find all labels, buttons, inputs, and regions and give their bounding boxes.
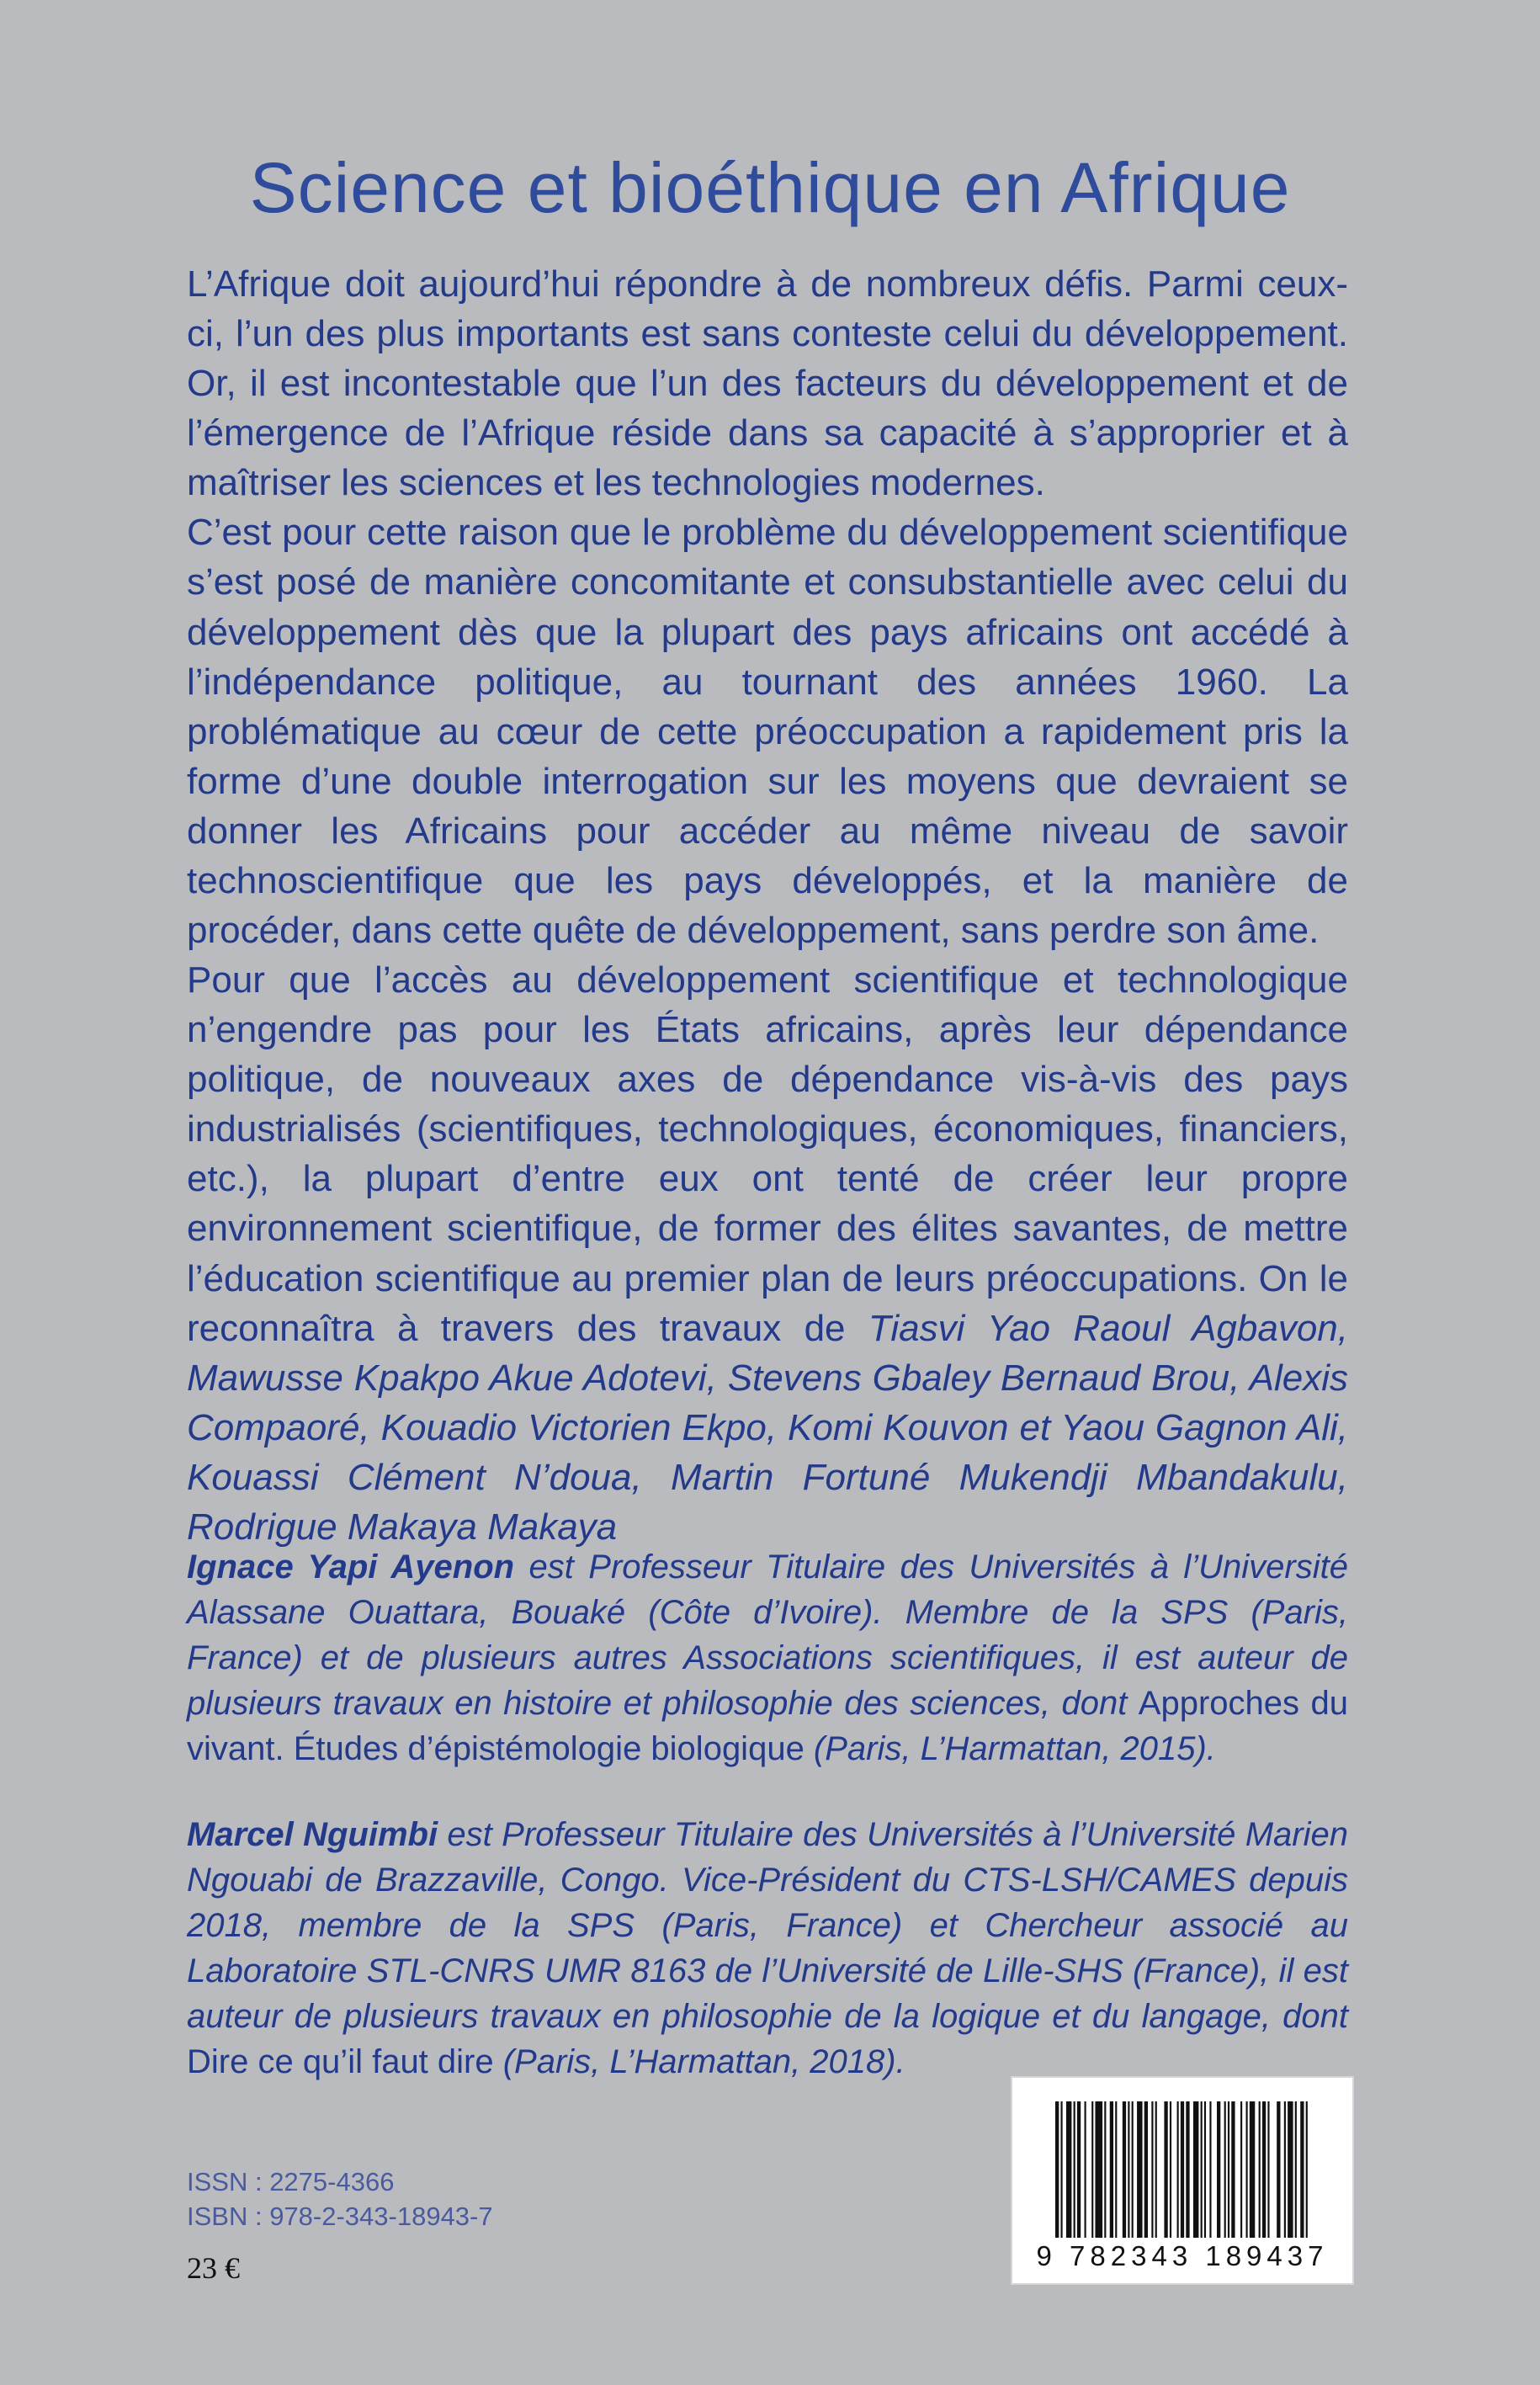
barcode-bar (1155, 2101, 1157, 2238)
barcode-bar (1259, 2101, 1261, 2238)
barcode-bar (1300, 2101, 1304, 2238)
barcode-bar (1181, 2101, 1184, 2238)
barcode-bar (1095, 2101, 1102, 2238)
contributors-list: Tiasvi Yao Raoul Agbavon, Mawusse Kpakpo Akue Adotevi, Stevens Gbaley Bernaud Brou, Alexis Compaoré, Kouadio Victorien Ekpo, Komi Kouvon et Yaou Gagnon Ali, Kouassi Clément N’doua, Martin Fortuné Mukendji Mbandakulu, Rodrigue Makaya Makaya (187, 1307, 1348, 1548)
summary-paragraph-2: C’est pour cette raison que le problème du développement scientifique s’est posé de manière concomitante et consubstantielle avec celui du développement dès que la plupart des pays africains ont accédé à l’indépendance politique, au tournant des années 1960. La problématique au cœur de cette préoccupation a rapidement pris la forme d’une double interrogation sur les moyens que devraient se donner les Africains pour accéder au même niveau de savoir technoscientifique que les pays développés, et la manière de procéder, dans cette quête de développement, sans perdre son âme. (187, 512, 1348, 952)
barcode-bar (1115, 2101, 1117, 2238)
author-name-nguimbi: Marcel Nguimbi (187, 1816, 438, 1853)
barcode-icon (1055, 2101, 1309, 2238)
barcode-bar (1288, 2101, 1293, 2238)
barcode-bar (1123, 2101, 1126, 2238)
barcode-bar (1110, 2101, 1113, 2238)
author-bio-nguimbi (187, 1812, 1348, 2085)
barcode-bar (1240, 2101, 1242, 2238)
barcode-bar (1137, 2101, 1142, 2238)
barcode-panel (1011, 2076, 1354, 2285)
bio-nguimbi-publication: (Paris, L’Harmattan, 2018). (493, 2043, 905, 2080)
barcode-bar (1204, 2101, 1206, 2238)
bio-nguimbi-book-title: Dire ce qu’il faut dire (187, 2043, 494, 2080)
barcode-bar (1177, 2101, 1179, 2238)
barcode-bar (1262, 2101, 1266, 2238)
book-title: Science et bioéthique en Afrique (249, 148, 1291, 227)
bio-ayenon-publication: (Paris, L’Harmattan, 2015). (804, 1730, 1216, 1767)
barcode-bar (1066, 2101, 1071, 2238)
barcode-bar (1074, 2101, 1075, 2238)
barcode-bar (1217, 2101, 1220, 2238)
barcode-bar (1151, 2101, 1153, 2238)
barcode-bar (1250, 2101, 1255, 2238)
bio-ayenon-book-title: Approches du vivant. Études d’épistémologie biologique (187, 1685, 1348, 1767)
barcode-bar (1267, 2101, 1269, 2238)
barcode-bar (1201, 2101, 1203, 2238)
barcode-bar (1132, 2101, 1134, 2238)
barcode-bar (1170, 2101, 1171, 2238)
barcode-bar (1209, 2101, 1211, 2238)
author-name-ayenon: Ignace Yapi Ayenon (187, 1548, 515, 1586)
bio-ayenon-text: est Professeur Titulaire des Universités à l’Université Alassane Ouattara, Bouaké (Côte d’Ivoire). Membre de la SPS (Paris, France) et de plusieurs autres Associations scientifiques, il est auteur de plusieurs travaux en histoire et philosophie des sciences, dont (187, 1548, 1348, 1722)
barcode-bar (1231, 2101, 1235, 2238)
publication-identifiers (187, 2165, 493, 2234)
barcode-bar (1164, 2101, 1167, 2238)
barcode-bar (1186, 2101, 1189, 2238)
barcode-bar (1060, 2101, 1062, 2238)
summary-paragraph-1: L’Afrique doit aujourd’hui répondre à de nombreux défis. Parmi ceux-ci, l’un des plus importants est sans conteste celui du développement. Or, il est incontestable que l’un des facteurs du développement et de l’émergence de l’Afrique réside dans sa capacité à s’approprier et à maîtriser les sciences et les technologies modernes. (187, 263, 1348, 504)
price-label: 23 € (187, 2251, 240, 2285)
author-bio-ayenon (187, 1544, 1348, 1771)
barcode-bar (1277, 2101, 1280, 2238)
barcode-number: 9 782343 189437 (1036, 2240, 1329, 2271)
barcode-bar (1246, 2101, 1248, 2238)
barcode-bar (1306, 2101, 1308, 2238)
issn-label: ISSN : 2275-4366 (187, 2167, 395, 2196)
barcode-bar (1091, 2101, 1093, 2238)
barcode-bar (1295, 2101, 1297, 2238)
barcode-bar (1055, 2101, 1059, 2238)
bio-nguimbi-text: est Professeur Titulaire des Universités à l’Université Marien Ngouabi de Brazzaville, Congo. Vice-Président du CTS-LSH/CAMES depuis 2018, membre de la SPS (Paris, France) et Chercheur associé au Laboratoire STL-CNRS UMR 8163 de l’Université de Lille-SHS (France), il est auteur de plusieurs travaux en philosophie de la logique et du langage, dont (187, 1816, 1348, 2035)
barcode-bar (1193, 2101, 1198, 2238)
barcode-bar (1284, 2101, 1286, 2238)
back-cover-summary (187, 259, 1348, 1552)
barcode-bar (1104, 2101, 1106, 2238)
barcode-bar (1085, 2101, 1086, 2238)
barcode-bar (1128, 2101, 1129, 2238)
isbn-label: ISBN : 978-2-343-18943-7 (187, 2202, 493, 2232)
summary-paragraph-3 (187, 955, 1348, 1552)
barcode-bar (1144, 2101, 1148, 2238)
barcode-bar (1224, 2101, 1226, 2238)
summary-paragraph-3-text: Pour que l’accès au développement scientifique et technologique n’engendre pas pour les États africains, après leur dépendance politique, de nouveaux axes de dépendance vis-à-vis des pays industrialisés (scientifiques, technologiques, économiques, financiers, etc.), la plupart d’entre eux ont tenté de créer leur propre environnement scientifique, de former des élites savantes, de mettre l’éducation scientifique au premier plan de leurs préoccupations. On le reconnaîtra à travers des travaux de (187, 959, 1348, 1349)
barcode-bar (1077, 2101, 1081, 2238)
barcode-bar (1228, 2101, 1229, 2238)
